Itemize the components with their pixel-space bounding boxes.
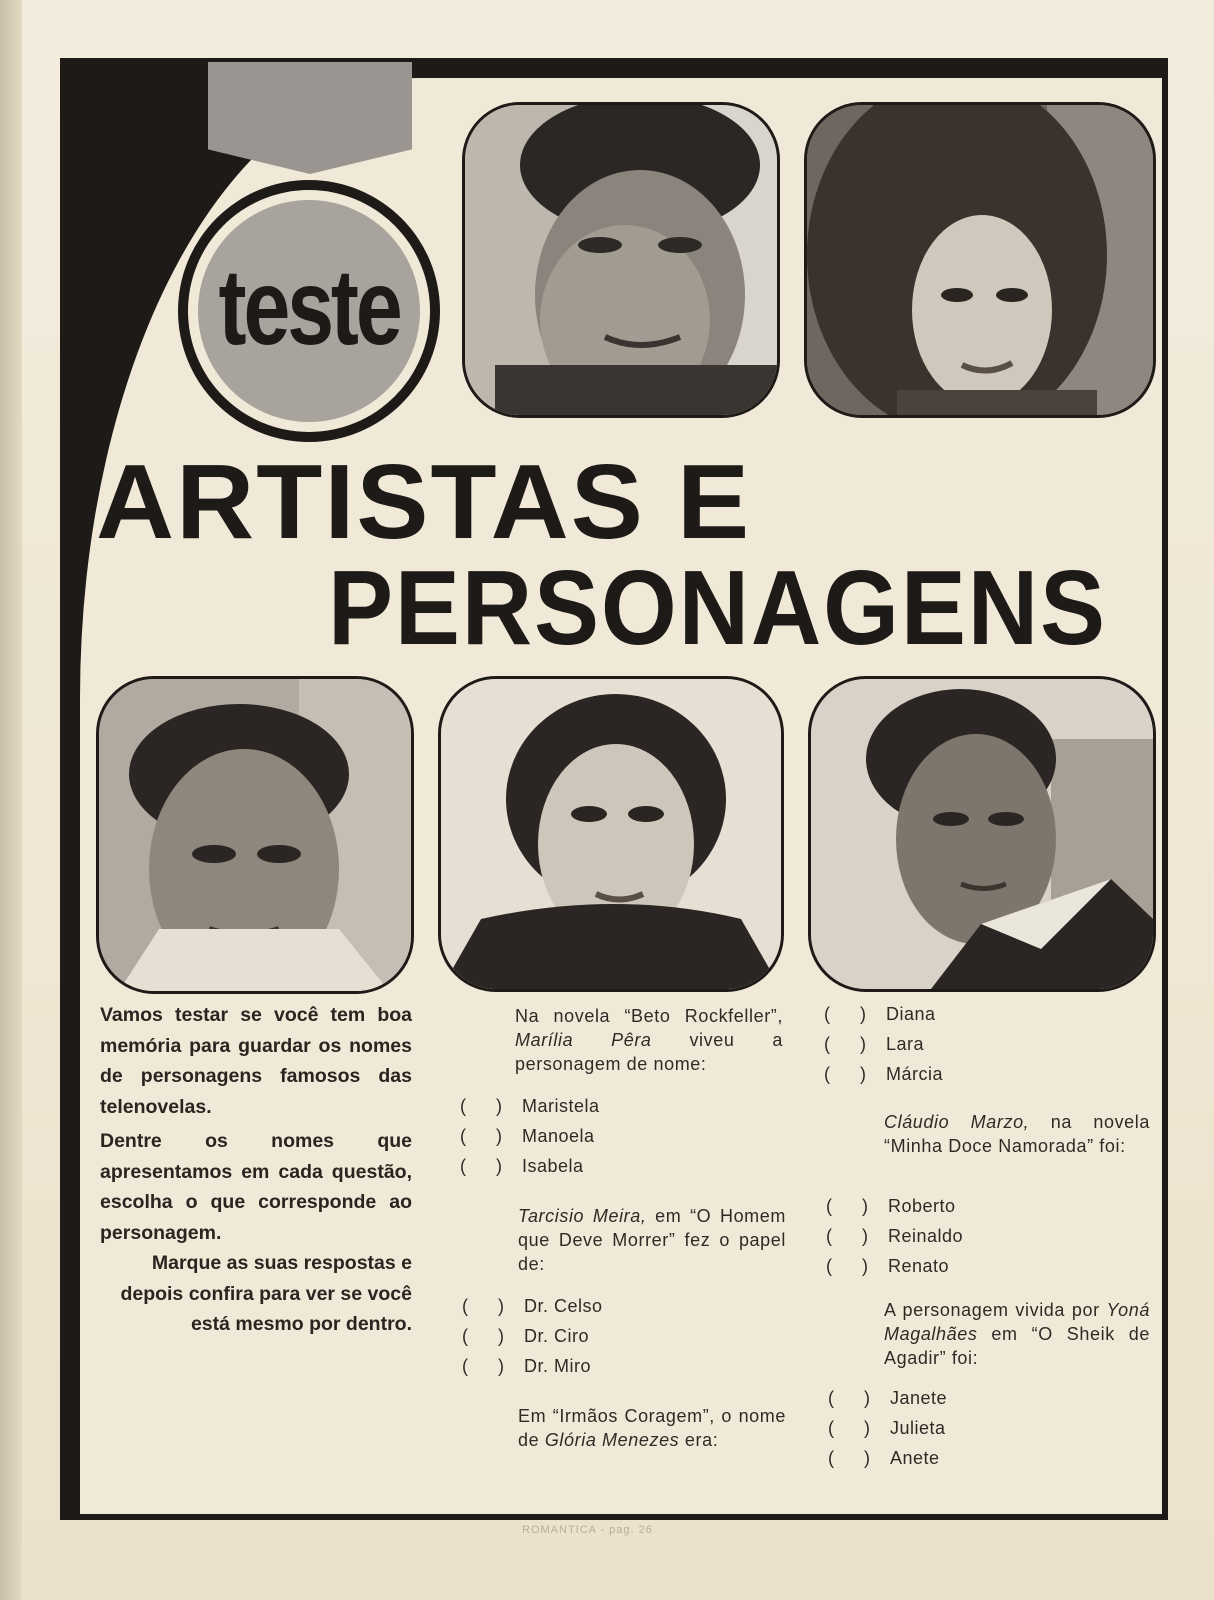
checkbox[interactable]: ( ) — [828, 1388, 871, 1408]
checkbox[interactable]: ( ) — [460, 1126, 503, 1146]
question-2-option-2[interactable]: ( ) Dr. Ciro — [462, 1326, 590, 1346]
photo-man-top — [462, 102, 780, 418]
question-1-text: Na novela “Beto Rockfeller”, Marília Pêra viveu a personagem de nome: — [515, 1006, 783, 1074]
checkbox[interactable]: ( ) — [826, 1226, 869, 1246]
question-3-option-3[interactable]: ( ) Márcia — [824, 1064, 944, 1084]
checkbox[interactable]: ( ) — [826, 1256, 869, 1276]
question-5-option-3[interactable]: ( ) Anete — [828, 1448, 940, 1468]
headline-line-1: ARTISTAS E — [96, 443, 752, 561]
actor-name: Yoná Magalhães — [884, 1300, 1150, 1344]
intro-paragraph-3: Marque as suas respostas e depois confira para ver se você está mesmo por dentro. — [120, 1252, 412, 1335]
question-2-option-1[interactable]: ( ) Dr. Celso — [462, 1296, 603, 1316]
question-3-option-2[interactable]: ( ) Lara — [824, 1034, 925, 1054]
intro-paragraph-2: Dentre os nomes que apresentamos em cada questão, escolha o que corresponde ao personagem. — [100, 1130, 412, 1244]
question-4-text: Cláudio Marzo, na novela “Minha Doce Namorada” foi: — [884, 1112, 1150, 1156]
question-5-option-1[interactable]: ( ) Janete — [828, 1388, 948, 1408]
question-5-text: A personagem vivida por Yoná Magalhães em “O Sheik de Agadir” foi: — [884, 1300, 1150, 1368]
frame-border-right — [1162, 58, 1168, 1520]
intro-paragraph-1: Vamos testar se você tem boa memória para guardar os nomes de personagens famosos das telenovelas. — [100, 1004, 412, 1118]
checkbox[interactable]: ( ) — [828, 1448, 871, 1468]
checkbox[interactable]: ( ) — [460, 1096, 503, 1116]
photo-woman-bottom — [438, 676, 784, 992]
checkbox[interactable]: ( ) — [828, 1418, 871, 1438]
checkbox[interactable]: ( ) — [826, 1196, 869, 1216]
actor-name: Tarcisio Meira, — [518, 1206, 647, 1226]
actor-name: Glória Menezes — [544, 1430, 680, 1450]
page-footer: ROMANTICA - pag. 26 — [522, 1524, 653, 1536]
actor-name: Marília Pêra — [515, 1030, 652, 1050]
question-1-option-3[interactable]: ( ) Isabela — [460, 1156, 584, 1176]
headline-line-2: PERSONAGENS — [328, 549, 1107, 667]
question-4-option-1[interactable]: ( ) Roberto — [826, 1196, 956, 1216]
checkbox[interactable]: ( ) — [462, 1326, 505, 1346]
checkbox[interactable]: ( ) — [460, 1156, 503, 1176]
question-1-option-2[interactable]: ( ) Manoela — [460, 1126, 595, 1146]
frame-border-left — [60, 58, 80, 1520]
question-1-option-1[interactable]: ( ) Maristela — [460, 1096, 600, 1116]
question-3-text: Em “Irmãos Coragem”, o nome de Glória Menezes era: — [518, 1406, 786, 1450]
photo-man-bottom-right — [808, 676, 1156, 992]
checkbox[interactable]: ( ) — [462, 1356, 505, 1376]
intro-text — [100, 1000, 412, 1340]
checkbox[interactable]: ( ) — [824, 1004, 867, 1024]
question-4-option-3[interactable]: ( ) Renato — [826, 1256, 950, 1276]
photo-man-bottom-left — [96, 676, 414, 994]
page-binding-edge — [0, 0, 22, 1600]
checkbox[interactable]: ( ) — [462, 1296, 505, 1316]
actor-name: Cláudio Marzo, — [884, 1112, 1030, 1132]
question-2-option-3[interactable]: ( ) Dr. Miro — [462, 1356, 591, 1376]
photo-woman-top — [804, 102, 1156, 418]
question-2-text: Tarcisio Meira, em “O Homem que Deve Morrer” fez o papel de: — [518, 1206, 786, 1274]
question-3-option-1[interactable]: ( ) Diana — [824, 1004, 936, 1024]
question-4-option-2[interactable]: ( ) Reinaldo — [826, 1226, 964, 1246]
checkbox[interactable]: ( ) — [824, 1034, 867, 1054]
checkbox[interactable]: ( ) — [824, 1064, 867, 1084]
badge-label: teste — [218, 245, 400, 367]
question-5-option-2[interactable]: ( ) Julieta — [828, 1418, 946, 1438]
frame-border-bottom — [60, 1514, 1168, 1520]
